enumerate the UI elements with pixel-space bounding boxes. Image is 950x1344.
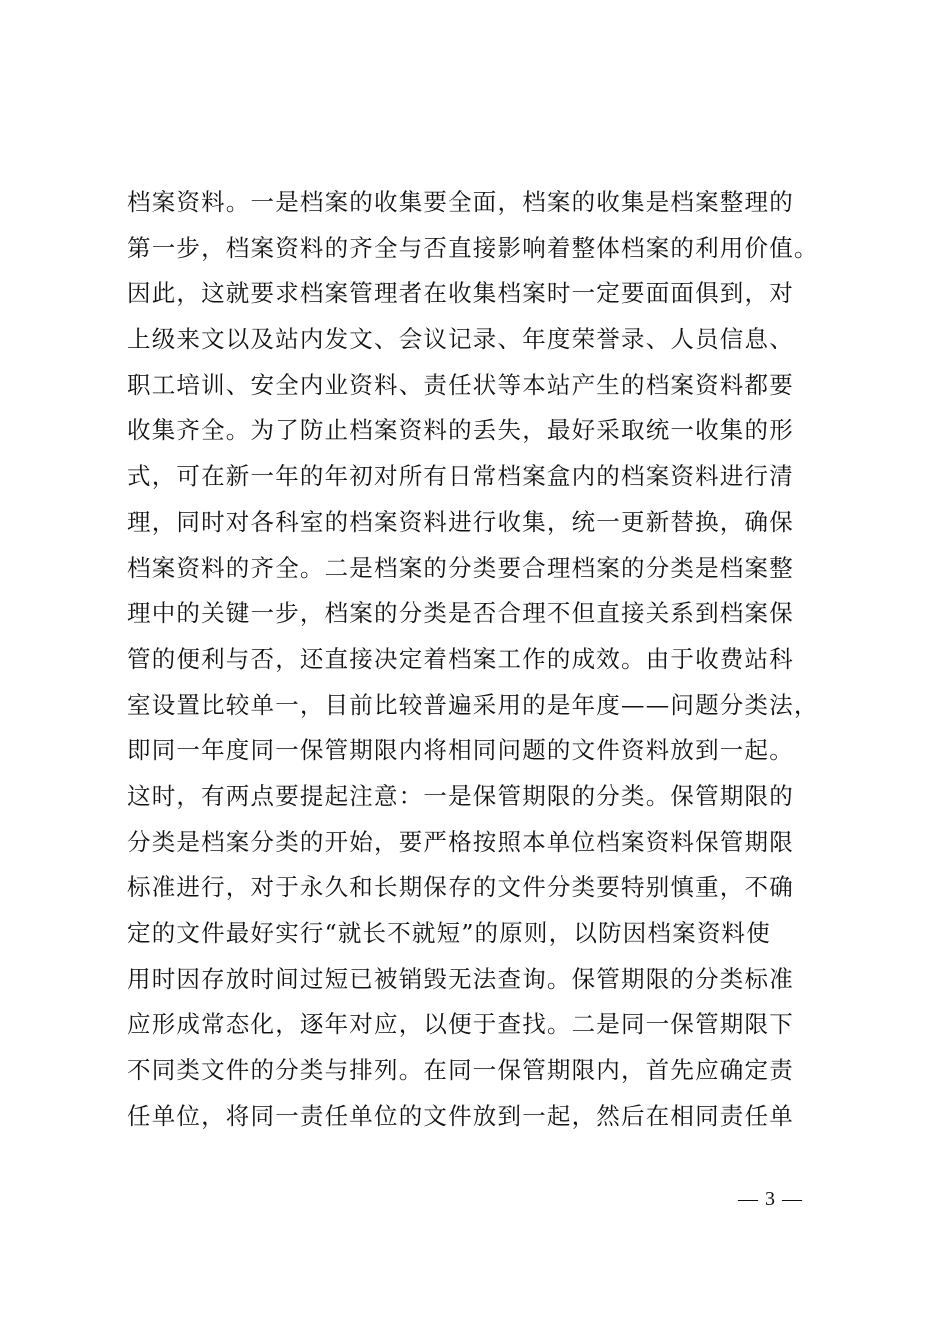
- page-number: — 3 —: [738, 1188, 803, 1210]
- text-line: 这时，有两点要提起注意：一是保管期限的分类。保管期限的: [127, 781, 794, 810]
- text-line: 用时因存放时间过短已被销毁无法查询。保管期限的分类标准: [127, 964, 794, 993]
- text-line: 式，可在新一年的年初对所有日常档案盒内的档案资料进行清: [127, 462, 794, 491]
- text-line: 理中的关键一步，档案的分类是否合理不但直接关系到档案保: [127, 599, 794, 628]
- text-line: 标准进行，对于永久和长期保存的文件分类要特别慎重，不确: [127, 873, 794, 902]
- body-text: [127, 180, 827, 1139]
- text-line: 上级来文以及站内发文、会议记录、年度荣誉录、人员信息、: [127, 325, 794, 354]
- text-line: 管的便利与否，还直接决定着档案工作的成效。由于收费站科: [127, 644, 794, 673]
- text-line: 档案资料的齐全。二是档案的分类要合理档案的分类是档案整: [127, 553, 794, 582]
- text-line: 分类是档案分类的开始，要严格按照本单位档案资料保管期限: [127, 827, 794, 856]
- text-line: 应形成常态化，逐年对应，以便于查找。二是同一保管期限下: [127, 1010, 794, 1039]
- text-line: 室设置比较单一，目前比较普遍采用的是年度——问题分类法，: [127, 690, 819, 719]
- text-line: 定的文件最好实行“就长不就短”的原则，以防因档案资料使: [127, 919, 771, 947]
- text-line: 因此，这就要求档案管理者在收集档案时一定要面面俱到，对: [127, 279, 794, 308]
- text-line: 第一步，档案资料的齐全与否直接影响着整体档案的利用价值。: [127, 233, 819, 262]
- text-line: 收集齐全。为了防止档案资料的丢失，最好采取统一收集的形: [127, 416, 794, 445]
- text-line: 即同一年度同一保管期限内将相同问题的文件资料放到一起。: [127, 736, 794, 765]
- text-line: 档案资料。一是档案的收集要全面，档案的收集是档案整理的: [127, 188, 794, 216]
- text-line: 不同类文件的分类与排列。在同一保管期限内，首先应确定责: [127, 1056, 794, 1085]
- text-line: 理，同时对各科室的档案资料进行收集，统一更新替换，确保: [127, 507, 794, 536]
- text-line: 任单位，将同一责任单位的文件放到一起，然后在相同责任单: [127, 1101, 794, 1130]
- text-line: 职工培训、安全内业资料、责任状等本站产生的档案资料都要: [127, 370, 794, 399]
